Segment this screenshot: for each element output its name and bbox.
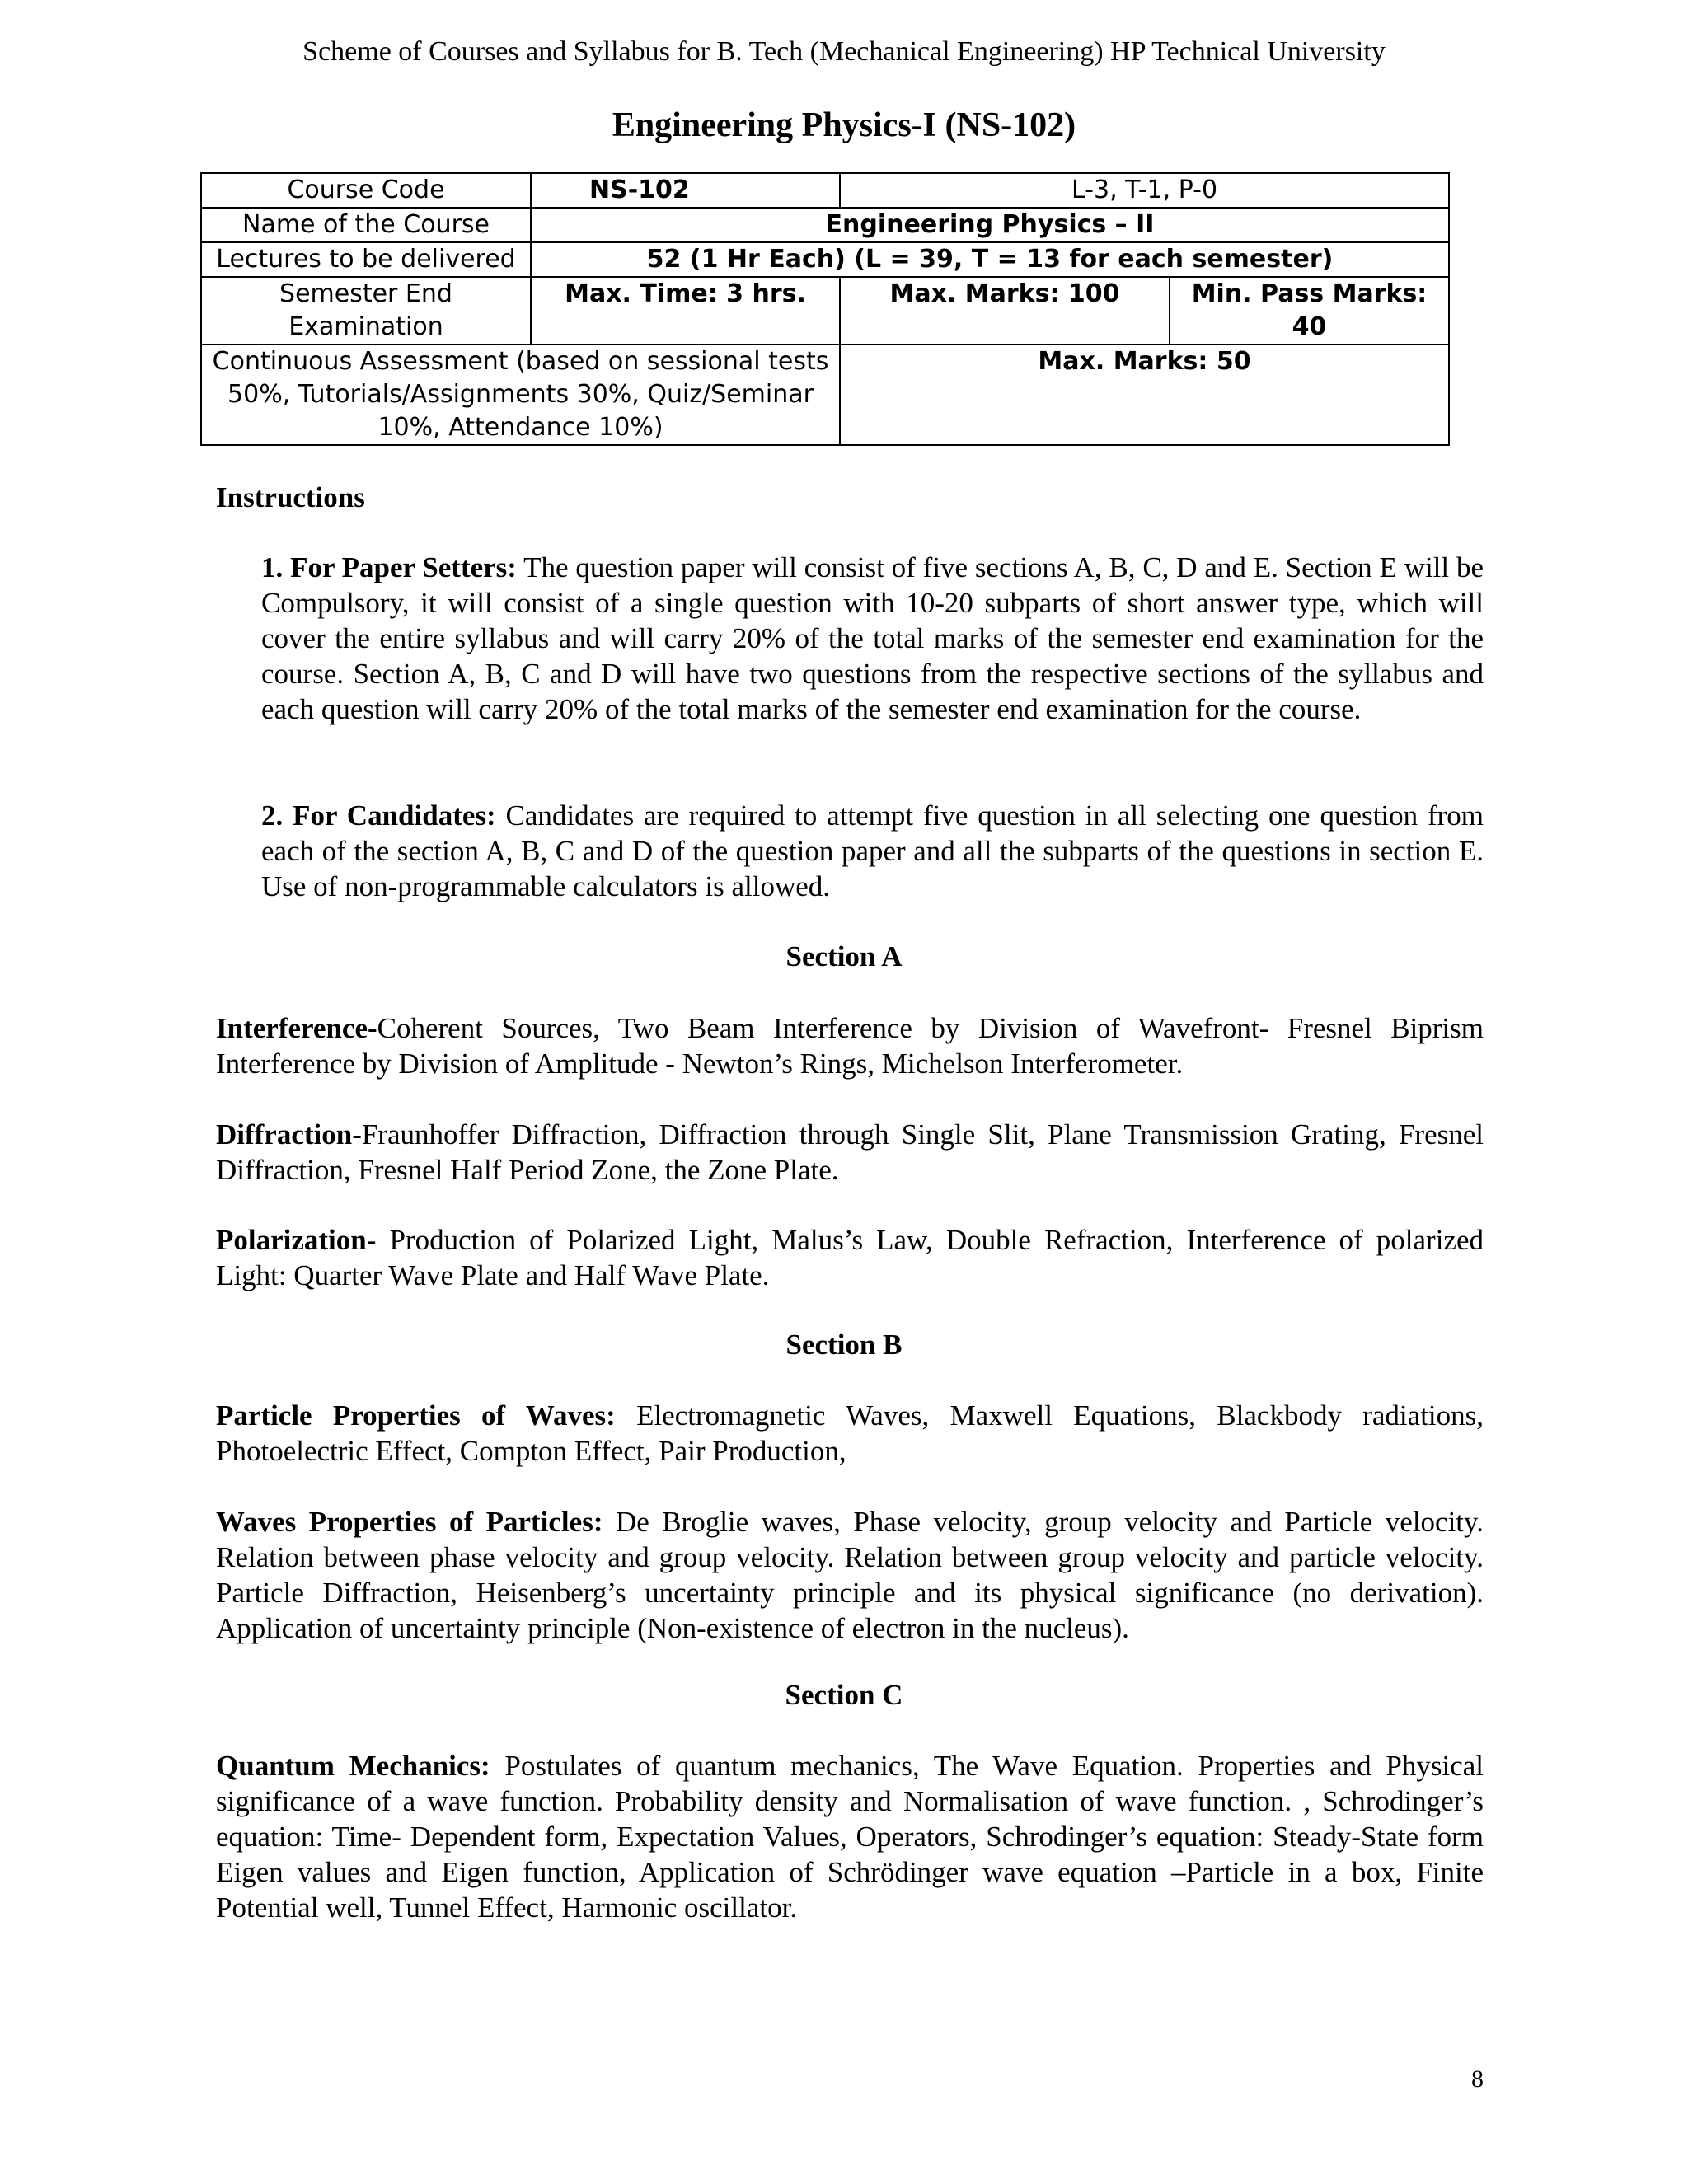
topic-text: Coherent Sources, Two Beam Interference by Division of Wavefront- Fresnel Biprism Interference by Division of Amplitude <box>216 1012 1484 1080</box>
instruction-item-text: Candidates are required to attempt five question in all selecting one question from each of the section A, B, C and D of the question paper and all the subparts of the questions in section E. Use of non-programmable calculators is allowed. <box>261 799 1484 902</box>
course-details-table <box>200 172 1450 446</box>
topic-text: De Broglie waves, Phase velocity, group velocity and Particle velocity. Relation between phase velocity and group velocity. Relation between group velocity and particle velocity. Particle Diffraction, Heisenberg’s uncertainty principle and its physical significance (no derivation). Application of uncertainty principle (Non-existence of electron in the nucleus). <box>216 1506 1484 1644</box>
topic-label: Quantum Mechanics: <box>216 1750 490 1782</box>
instruction-item-label: 2. For Candidates: <box>261 799 496 832</box>
topic-wave-properties <box>216 1504 1484 1646</box>
course-code-value: NS-102 <box>531 173 840 208</box>
table-row <box>201 344 1449 445</box>
min-pass-line1: Min. Pass Marks: <box>1191 279 1428 308</box>
section-a-heading: Section A <box>785 940 903 972</box>
topic-label: Diffraction- <box>216 1118 362 1151</box>
topic-label: Waves Properties of Particles: <box>216 1506 603 1538</box>
running-header: Scheme of Courses and Syllabus for B. Tech (Mechanical Engineering) HP Technical University <box>302 36 1386 67</box>
ca-label-line3: 10%, Attendance 10%) <box>377 413 663 442</box>
topic-quantum-mechanics <box>216 1748 1484 1925</box>
ltp-value: L-3, T-1, P-0 <box>840 173 1449 208</box>
topic-label: Interference- <box>216 1012 377 1044</box>
topic-dash: - <box>665 1047 675 1080</box>
page-title: Engineering Physics-I (NS-102) <box>612 106 1076 144</box>
topic-text: Electromagnetic Waves, Maxwell Equations, Blackbody radiations, Photoelectric Effect, Compton Effect, Pair Production, <box>216 1399 1484 1467</box>
topic-diffraction <box>216 1117 1484 1188</box>
section-b-heading: Section B <box>785 1329 903 1361</box>
section-c-heading: Section C <box>785 1679 903 1711</box>
continuous-assessment-marks: Max. Marks: 50 <box>840 344 1449 445</box>
instruction-item-text: The question paper will consist of five sections A, B, C, D and E. Section E will be Compulsory, it will consist of a single question with 10-20 subparts of short answer type, which will cover the entire syllabus and will carry 20% of the total marks of the semester end examination for the course. Section A, B, C and D will have two questions from the respective sections of the syllabus and each question will carry 20% of the total marks of the semester end examination for the course. <box>261 551 1484 725</box>
topic-label: Particle Properties of Waves: <box>216 1399 616 1432</box>
max-time-value: Max. Time: 3 hrs. <box>531 277 840 344</box>
topic-text: Fraunhoffer Diffraction, Diffraction through Single Slit, Plane Transmission Grating, Fresnel Diffraction, Fresnel Half Period Zone, the Zone Plate. <box>216 1118 1484 1186</box>
exam-label-line2: Examination <box>288 312 443 341</box>
lectures-label: Lectures to be delivered <box>201 242 531 277</box>
exam-label-line1: Semester End <box>279 279 452 308</box>
ca-label-line1: Continuous Assessment (based on sessional tests <box>212 347 829 376</box>
instruction-item-paper-setters <box>261 550 1484 727</box>
topic-particle-properties <box>216 1398 1484 1469</box>
instruction-item-label: 1. For Paper Setters: <box>261 551 517 583</box>
topic-text: Postulates of quantum mechanics, The Wave Equation. Properties and Physical significance of a wave function. Probability density and Normalisation of wave function. , Schrodinger’s equation: Time- Dependent form, Expectation Values, Operators, Schrodinger’s equation: Steady-State form Eigen values and Eigen function, Application of Schrödinger wave equation –Particle in a box, Finite Potential well, Tunnel Effect, Harmonic oscillator. <box>216 1750 1484 1924</box>
topic-text: - Production of Polarized Light, Malus’s Law, Double Refraction, Interference of polarized Light: Quarter Wave Plate and Half Wave Plate. <box>216 1224 1484 1291</box>
continuous-assessment-label <box>201 344 840 445</box>
table-row <box>201 242 1449 277</box>
ca-label-line2: 50%, Tutorials/Assignments 30%, Quiz/Seminar <box>227 380 814 409</box>
topic-interference <box>216 1010 1484 1081</box>
min-pass-value <box>1170 277 1449 344</box>
course-name-label: Name of the Course <box>201 208 531 242</box>
max-marks-value: Max. Marks: 100 <box>840 277 1170 344</box>
course-code-label: Course Code <box>201 173 531 208</box>
table-row <box>201 208 1449 242</box>
lectures-value: 52 (1 Hr Each) (L = 39, T = 13 for each semester) <box>531 242 1449 277</box>
instruction-item-candidates <box>261 798 1484 904</box>
table-row <box>201 277 1449 344</box>
exam-label <box>201 277 531 344</box>
min-pass-line2: 40 <box>1292 312 1327 341</box>
instructions-heading: Instructions <box>216 481 365 513</box>
topic-label: Polarization <box>216 1224 367 1256</box>
page-number: 8 <box>1471 2065 1484 2093</box>
table-row <box>201 173 1449 208</box>
topic-polarization <box>216 1222 1484 1293</box>
topic-text: Newton’s Rings, Michelson Interferometer. <box>674 1047 1184 1080</box>
course-name-value: Engineering Physics – II <box>531 208 1449 242</box>
